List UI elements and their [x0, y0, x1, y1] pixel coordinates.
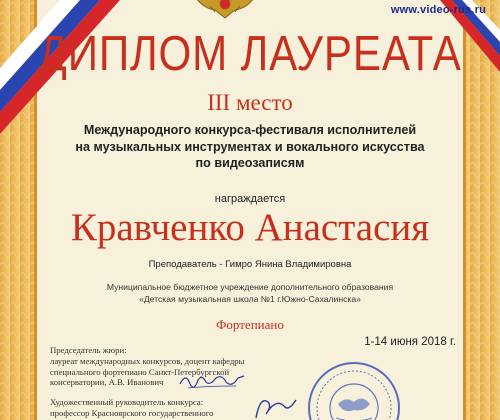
signature-icon	[250, 392, 310, 420]
jury-line: специального фортепиано Санкт-Петербургской	[50, 366, 230, 377]
jury-line: лауреат международных конкурсов, доцент кафедры	[50, 355, 245, 366]
jury-director-block	[50, 397, 213, 419]
contest-description	[0, 122, 500, 172]
award-place: III место	[207, 90, 293, 115]
jury-line: профессор Красноярского государственного	[50, 407, 214, 418]
diploma-title: ДИПЛОМ ЛАУРЕАТА	[38, 27, 462, 81]
jury-line: консерватории, А.В. Иванович	[50, 377, 164, 388]
round-seal-stamp-icon	[306, 360, 402, 420]
instrument: Фортепиано	[216, 317, 284, 332]
recipient-name: Кравченко Анастасия	[70, 206, 430, 249]
contest-line: Международного конкурса-фестиваля исполнителей	[83, 123, 417, 137]
contest-date: 1-14 июня 2018 г.	[364, 336, 456, 348]
school-name	[0, 281, 500, 305]
signature-icon	[178, 370, 248, 392]
double-headed-eagle-emblem-icon	[190, 0, 260, 20]
awarded-label: награждается	[214, 193, 286, 205]
jury-line: Председатель жюри:	[50, 345, 127, 355]
teacher-line: Преподаватель - Гимро Янина Владимировна	[148, 259, 352, 270]
school-line: Муниципальное бюджетное учреждение дополнительного образования	[106, 282, 394, 292]
website-url[interactable]: www.video-rus.ru	[390, 4, 486, 16]
contest-line: на музыкальных инструментах и вокального искусства	[75, 139, 425, 154]
jury-line: Художественный руководитель конкурса:	[50, 397, 204, 407]
contest-line: по видеозаписям	[195, 156, 305, 170]
school-line: «Детская музыкальная школа №1 г.Южно-Сахалинска»	[139, 294, 361, 304]
